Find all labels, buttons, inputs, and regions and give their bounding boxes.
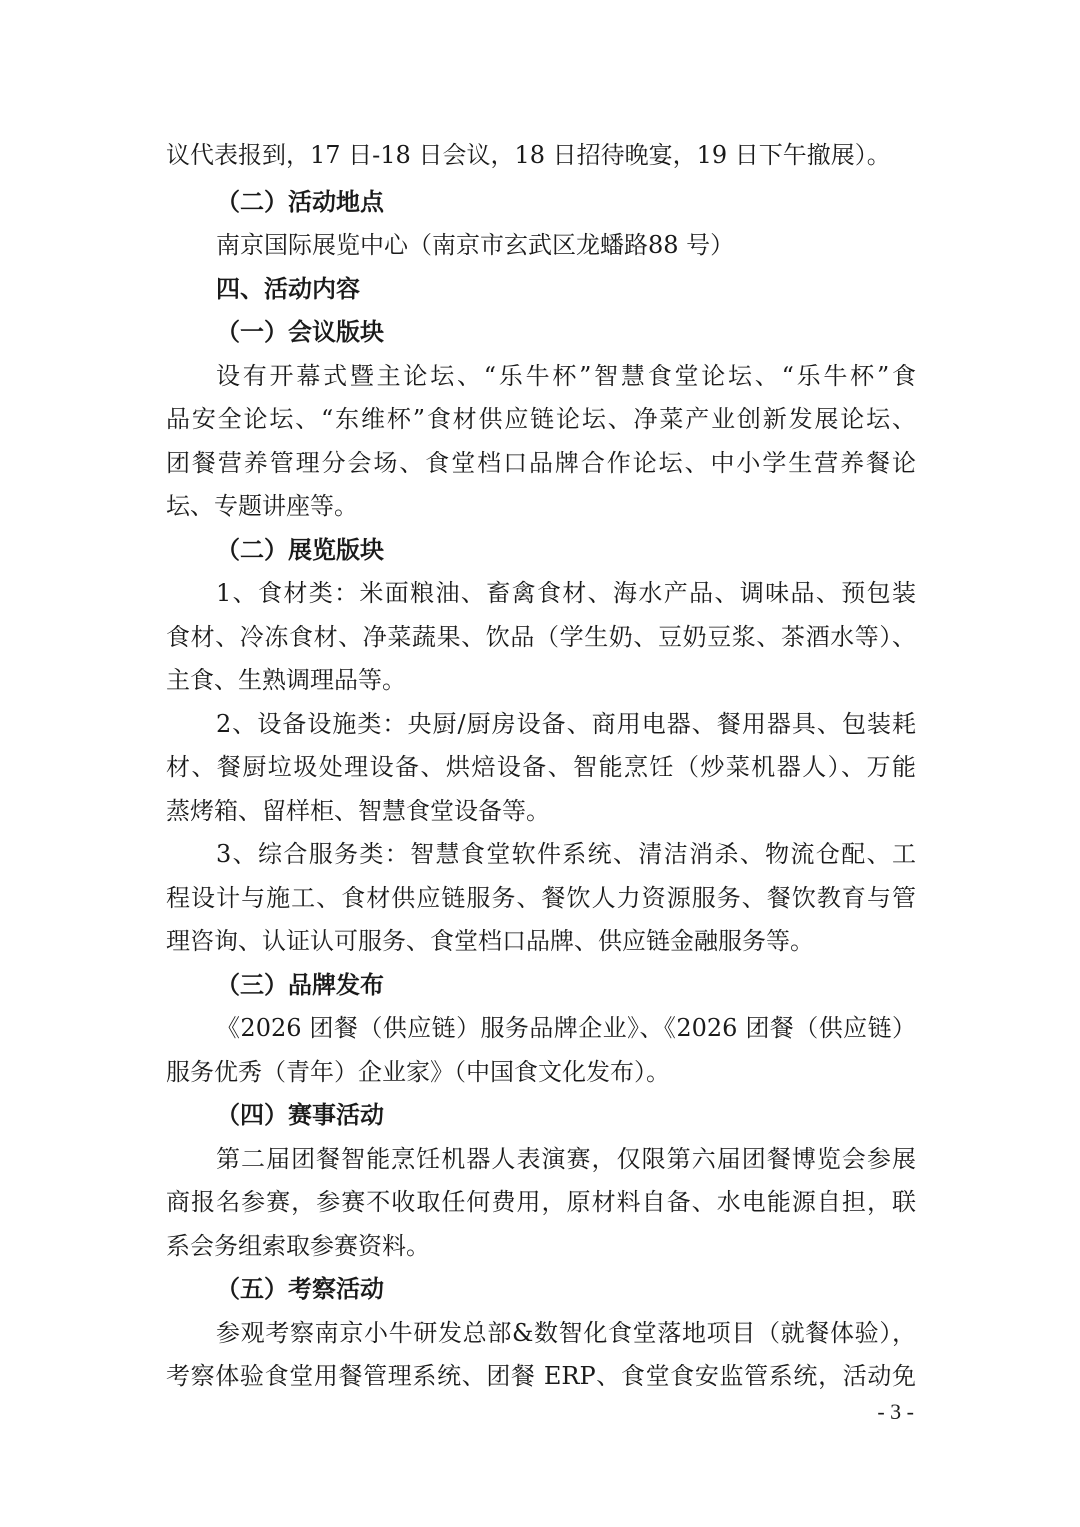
paragraph-line: 材、餐厨垃圾处理设备、烘焙设备、智能烹饪（炒菜机器人）、万能 xyxy=(166,753,916,781)
section-heading: （二）活动地点 xyxy=(216,187,384,216)
paragraph-line: 品安全论坛、“东维杯”食材供应链论坛、净菜产业创新发展论坛、 xyxy=(166,405,916,433)
paragraph-line: 设有开幕式暨主论坛、“乐牛杯”智慧食堂论坛、“乐牛杯”食 xyxy=(216,362,916,390)
paragraph-line: 议代表报到，17 日-18 日会议，18 日招待晚宴，19 日下午撤展）。 xyxy=(166,141,891,169)
paragraph-line: 主食、生熟调理品等。 xyxy=(166,666,406,694)
paragraph-line: 《2026 团餐（供应链）服务品牌企业》、《2026 团餐（供应链） xyxy=(216,1014,916,1042)
paragraph-line: 坛、专题讲座等。 xyxy=(166,492,358,520)
paragraph-line: 3、综合服务类：智慧食堂软件系统、清洁消杀、物流仓配、工 xyxy=(216,840,916,868)
paragraph-line: 1、食材类：米面粮油、畜禽食材、海水产品、调味品、预包装 xyxy=(216,579,916,607)
paragraph-line: 团餐营养管理分会场、食堂档口品牌合作论坛、中小学生营养餐论 xyxy=(166,449,916,477)
page-number: - 3 - xyxy=(877,1399,914,1424)
paragraph-line: 服务优秀（青年）企业家》（中国食文化发布）。 xyxy=(166,1058,670,1086)
paragraph-line: 2、设备设施类：央厨/厨房设备、商用电器、餐用器具、包装耗 xyxy=(216,710,916,738)
paragraph-line: 考察体验食堂用餐管理系统、团餐 ERP、食堂食安监管系统，活动免 xyxy=(166,1362,916,1390)
paragraph-line: 理咨询、认证认可服务、食堂档口品牌、供应链金融服务等。 xyxy=(166,927,814,955)
paragraph-line: 系会务组索取参赛资料。 xyxy=(166,1232,430,1260)
section-heading: （五）考察活动 xyxy=(216,1274,384,1303)
section-heading: （三）品牌发布 xyxy=(216,970,384,999)
paragraph-line: 蒸烤箱、留样柜、智慧食堂设备等。 xyxy=(166,797,550,825)
paragraph-line: 商报名参赛，参赛不收取任何费用，原材料自备、水电能源自担，联 xyxy=(166,1188,916,1216)
section-heading: （四）赛事活动 xyxy=(216,1100,384,1129)
section-heading: （一）会议版块 xyxy=(216,317,384,346)
section-heading: （二）展览版块 xyxy=(216,535,384,564)
paragraph-line: 第二届团餐智能烹饪机器人表演赛，仅限第六届团餐博览会参展 xyxy=(216,1145,916,1173)
paragraph-line: 程设计与施工、食材供应链服务、餐饮人力资源服务、餐饮教育与管 xyxy=(166,884,916,912)
paragraph-line: 食材、冷冻食材、净菜蔬果、饮品（学生奶、豆奶豆浆、茶酒水等）、 xyxy=(166,623,916,651)
paragraph-line: 南京国际展览中心（南京市玄武区龙蟠路88 号） xyxy=(216,231,735,259)
section-heading: 四、活动内容 xyxy=(216,274,360,303)
paragraph-line: 参观考察南京小牛研发总部&数智化食堂落地项目（就餐体验）， xyxy=(216,1319,916,1347)
